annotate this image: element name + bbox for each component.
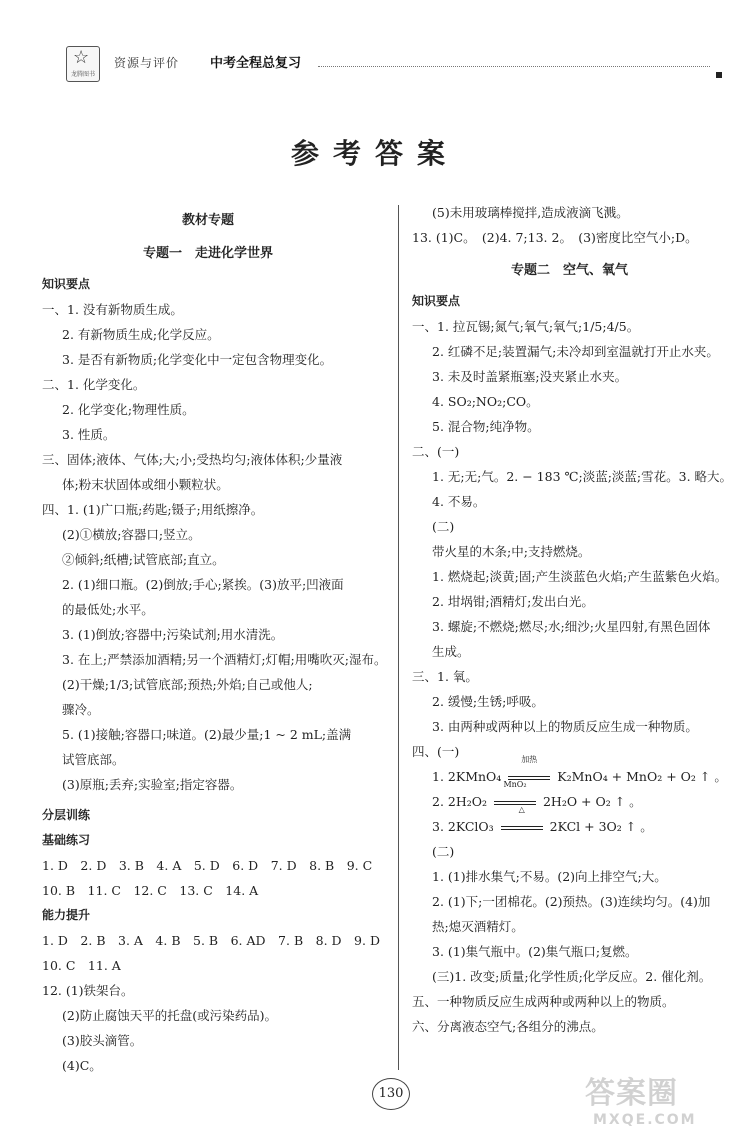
answer-line: 1. 燃烧起;淡黄;固;产生淡蓝色火焰;产生蓝紫色火焰。	[432, 569, 728, 584]
answer-line: 1. D 2. D 3. B 4. A 5. D 6. D 7. D 8. B 9. C	[42, 858, 373, 873]
answer-line: 3. (1)倒放;容器中;污染试剂;用水清洗。	[62, 627, 284, 642]
right-answer-list-a	[412, 289, 733, 764]
answer-line: 5. (1)接触;容器口;味道。(2)最少量;1 ~ 2 mL;盖满	[62, 727, 352, 742]
reaction-condition: 加热	[521, 755, 538, 764]
answer-line: (二)	[432, 844, 455, 859]
answer-line: 3. 螺旋;不燃烧;燃尽;水;细沙;火星四射,有黑色固体	[432, 619, 711, 634]
answer-line: 五、一种物质反应生成两种或两种以上的物质。	[412, 994, 675, 1009]
answer-line: (3)胶头滴管。	[62, 1033, 143, 1048]
answer-line: (3)原瓶;丢弃;实验室;指定容器。	[62, 777, 243, 792]
logo-text: 龙腾图书	[70, 71, 95, 78]
publisher-logo	[66, 46, 100, 82]
answer-line: (4)C。	[62, 1058, 102, 1073]
answer-line: 生成。	[432, 644, 470, 659]
answer-line: (5)未用玻璃棒搅拌,造成液滴飞溅。	[432, 205, 629, 220]
answer-line: (2)①横放;容器口;竖立。	[62, 527, 201, 542]
answer-line: 2. 红磷不足;装置漏气;未冷却到室温就打开止水夹。	[432, 344, 719, 359]
answer-line: 3. 未及时盖紧瓶塞;没夹紧止水夹。	[432, 369, 628, 384]
answer-line: (2)干燥;1/3;试管底部;预热;外焰;自己或他人;	[62, 677, 313, 692]
answer-line: 5. 混合物;纯净物。	[432, 419, 540, 434]
answer-line: 试管底部。	[62, 752, 125, 767]
answer-line: 六、分离液态空气;各组分的沸点。	[412, 1019, 604, 1034]
left-column	[42, 200, 387, 1078]
answer-line: 能力提升	[42, 908, 91, 922]
equation-3: 3. 2KClO₃ △ 2KCl + 3O₂ ↑ 。	[432, 805, 653, 834]
series-brand: 资源与评价	[114, 56, 180, 70]
answer-line: 3. 性质。	[62, 427, 116, 442]
right-continued-answers	[412, 200, 727, 250]
watermark	[585, 1068, 730, 1130]
answer-line: 热;熄灭酒精灯。	[432, 919, 524, 934]
answer-line: 3. 在上;严禁添加酒精;另一个酒精灯;灯帽;用嘴吹灭;湿布。	[62, 652, 387, 667]
answer-line: 2. 化学变化;物理性质。	[62, 402, 195, 417]
page-header	[66, 46, 726, 82]
topic-title-2: 专题二 空气、氧气	[510, 263, 628, 278]
reaction-condition: MnO₂	[503, 780, 527, 789]
watermark-main: 答案圈	[585, 1076, 678, 1111]
answer-line: (二)	[432, 519, 455, 534]
answer-line: 体;粉末状固体或细小颗粒状。	[62, 477, 229, 492]
page-title: 参考答案	[290, 137, 459, 170]
answer-line: (2)防止腐蚀天平的托盘(或污染药品)。	[62, 1008, 277, 1023]
topic-title-1: 专题一 走进化学世界	[142, 246, 273, 261]
answer-line: 2. 有新物质生成;化学反应。	[62, 327, 220, 342]
answer-line: 的最低处;水平。	[62, 602, 154, 617]
answer-line: ②倾斜;纸槽;试管底部;直立。	[62, 552, 225, 567]
answer-line: 三、1. 氧。	[412, 669, 478, 684]
left-answer-list	[42, 272, 387, 1078]
answer-line: 1. 无;无;气。2. − 183 ℃;淡蓝;淡蓝;雪花。3. 略大。	[432, 469, 733, 484]
answer-line: (三)1. 改变;质量;化学性质;化学反应。2. 催化剂。	[432, 969, 712, 984]
right-column	[412, 200, 733, 1039]
reaction-condition: △	[518, 805, 525, 814]
answer-line: 3. (1)集气瓶中。(2)集气瓶口;复燃。	[432, 944, 638, 959]
answer-line: 12. (1)铁架台。	[42, 983, 134, 998]
answer-line: 2. (1)细口瓶。(2)倒放;手心;紧挨。(3)放平;凹液面	[62, 577, 344, 592]
answer-line: 3. 是否有新物质;化学变化中一定包含物理变化。	[62, 352, 333, 367]
answer-line: 一、1. 没有新物质生成。	[42, 302, 183, 317]
answer-line: 10. C 11. A	[42, 958, 121, 973]
answer-line: 13. (1)C。 (2)4. 7;13. 2。 (3)密度比空气小;D。	[412, 230, 698, 245]
answer-line: 一、1. 拉瓦锡;氮气;氧气;氧气;1/5;4/5。	[412, 319, 640, 334]
header-square-marker	[716, 72, 722, 78]
star-icon: ☆	[73, 47, 90, 68]
answer-line: 骤冷。	[62, 702, 100, 717]
answer-line: 1. (1)排水集气;不易。(2)向上排空气;大。	[432, 869, 667, 884]
equation-1: 1. 2KMnO₄ 加热 K₂MnO₄ + MnO₂ + O₂ ↑ 。	[432, 755, 727, 784]
answer-line: 知识要点	[42, 277, 91, 291]
column-divider	[398, 205, 399, 1070]
answer-line: 三、固体;液体、气体;大;小;受热均匀;液体体积;少量液	[42, 452, 343, 467]
equation-2: 2. 2H₂O₂ MnO₂ 2H₂O + O₂ ↑ 。	[432, 780, 642, 809]
answer-line: 2. 缓慢;生锈;呼吸。	[432, 694, 544, 709]
section-title: 教材专题	[181, 213, 234, 228]
answer-line: 知识要点	[412, 294, 461, 308]
answer-line: 4. 不易。	[432, 494, 486, 509]
book-title: 中考全程总复习	[210, 56, 302, 71]
answer-line: 4. SO₂;NO₂;CO。	[432, 394, 539, 409]
answer-line: 分层训练	[42, 808, 91, 822]
answer-line: 3. 由两种或两种以上的物质反应生成一种物质。	[432, 719, 698, 734]
answer-line: 带火星的木条;中;支持燃烧。	[432, 544, 591, 559]
answer-line: 基础练习	[42, 833, 91, 847]
answer-line: 二、(一)	[412, 444, 460, 459]
watermark-sub: MXQE.COM	[593, 1112, 697, 1128]
answer-line: 四、(一)	[412, 744, 460, 759]
answer-line: 2. 坩埚钳;酒精灯;发出白光。	[432, 594, 594, 609]
answer-line: 1. D 2. B 3. A 4. B 5. B 6. AD 7. B 8. D 9. D	[42, 933, 380, 948]
right-answer-list-b	[412, 839, 727, 1039]
answer-line: 四、1. (1)广口瓶;药匙;镊子;用纸擦净。	[42, 502, 264, 517]
answer-line: 10. B 11. C 12. C 13. C 14. A	[42, 883, 259, 898]
page-number: 130	[372, 1078, 410, 1110]
header-dotted-rule	[318, 66, 710, 67]
answer-line: 二、1. 化学变化。	[42, 377, 146, 392]
answer-line: 2. (1)下;一团棉花。(2)预热。(3)连续均匀。(4)加	[432, 894, 711, 909]
